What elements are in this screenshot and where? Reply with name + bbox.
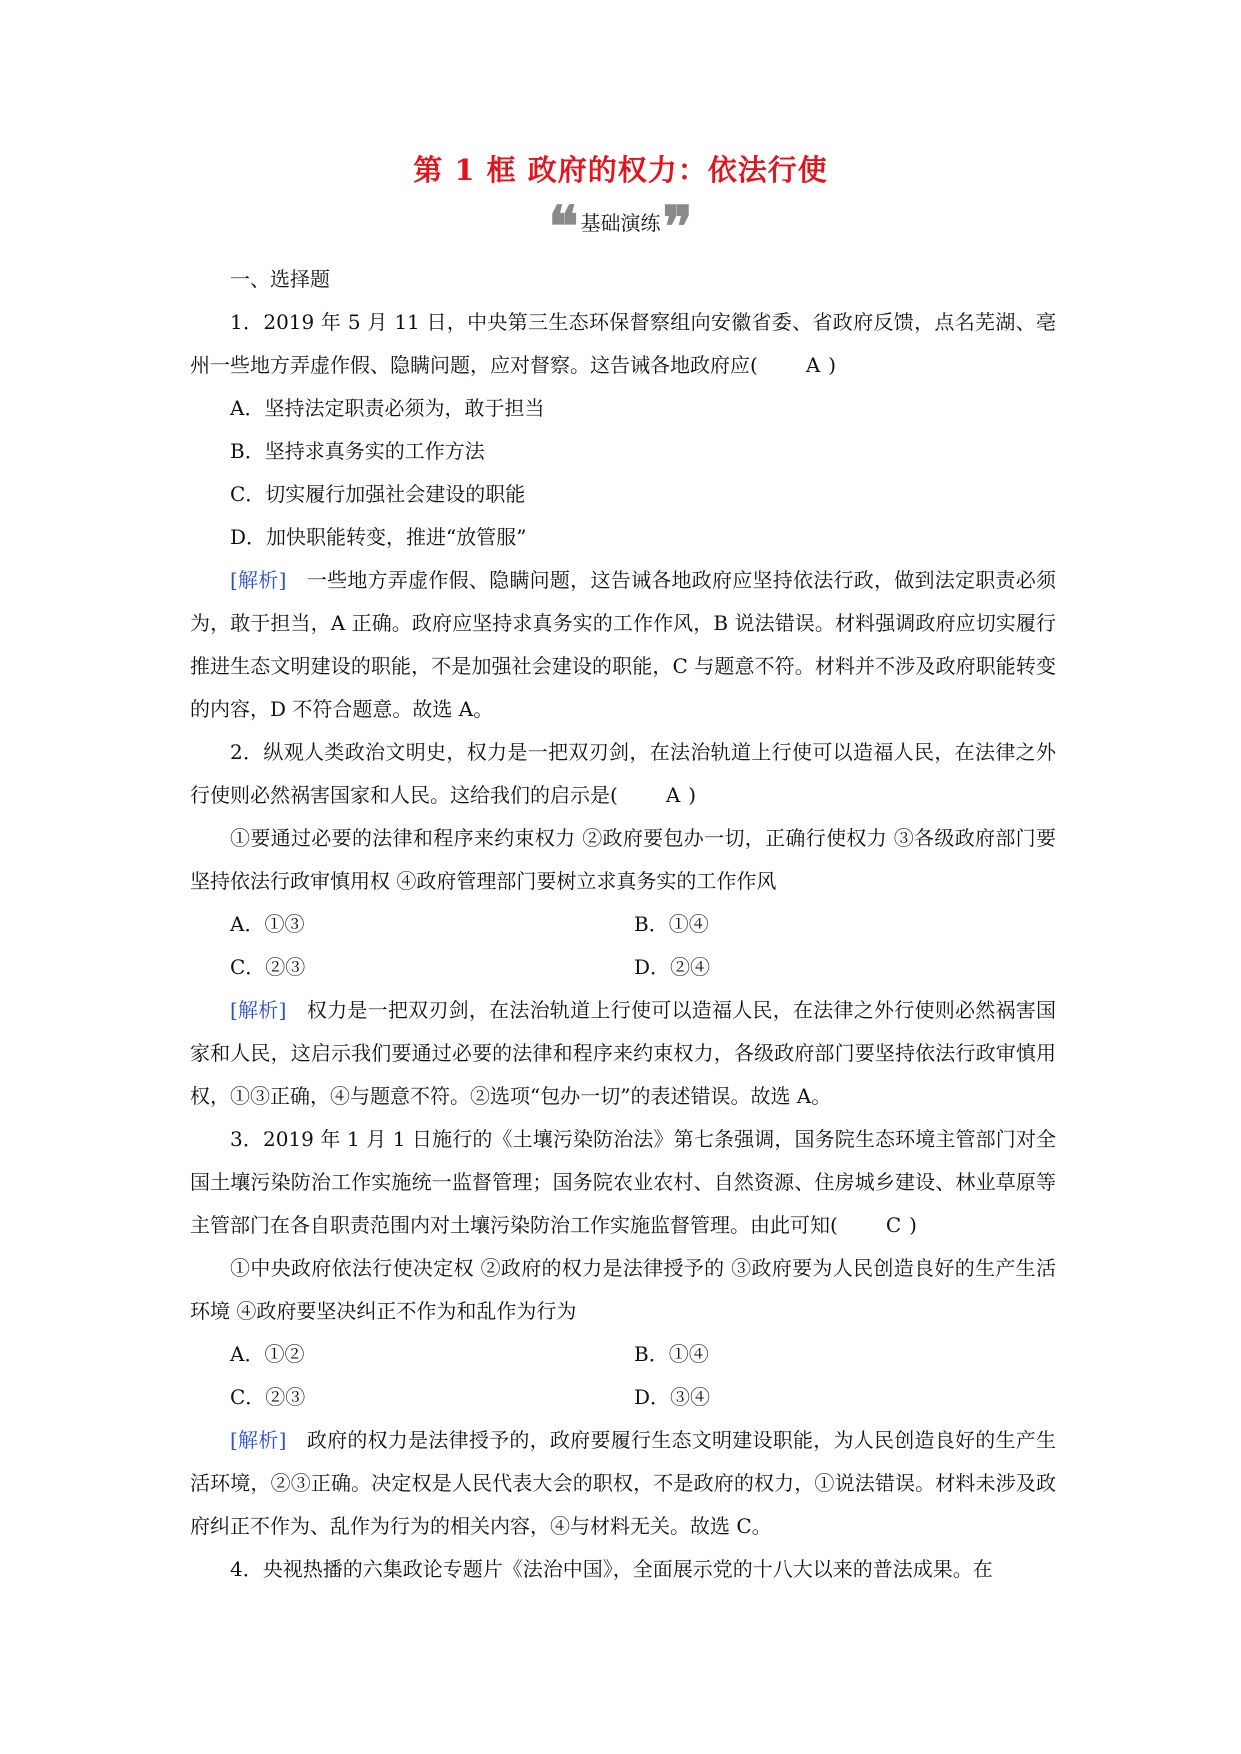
question-2-options-row-1 <box>190 903 1056 946</box>
question-3-option-a: A．①② <box>230 1342 305 1366</box>
badge-label: 基础演练 <box>580 210 661 235</box>
analysis-tag: [解析] <box>230 1428 287 1452</box>
question-3-option-d: D．③④ <box>634 1385 711 1409</box>
open-quote-icon: ❝ <box>548 194 579 260</box>
question-3-statements: ①中央政府依法行使决定权 ②政府的权力是法律授予的 ③政府要为人民创造良好的生产生活环境 ④政府要坚决纠正不作为和乱作为行为 <box>190 1256 1056 1323</box>
section-badge <box>0 194 1241 260</box>
question-1-analysis: [解析] 一些地方弄虚作假、隐瞒问题，这告诫各地政府应坚持依法行政，做到法定职责必须为，敢于担当，A 正确。政府应坚持求真务实的工作作风，B 说法错误。材料强调政府应切实履行推进生态文明建设的职能，不是加强社会建设的职能，C 与题意不符。材料并不涉及政府职能转变的内容，D 不符合题意。故选 A。 <box>190 568 1057 721</box>
question-2-stem: 2．纵观人类政治文明史，权力是一把双刃剑，在法治轨道上行使可以造福人民，在法律之外行使则必然祸害国家和人民。这给我们的启示是( A ) <box>190 731 1056 817</box>
page-title: 第 1 框 政府的权力：依法行使 <box>413 153 828 187</box>
question-4-stem: 4．央视热播的六集政论专题片《法治中国》，全面展示党的十八大以来的普法成果。在 <box>230 1557 993 1581</box>
section-heading: 一、选择题 <box>230 267 330 291</box>
document-body <box>190 258 1056 1591</box>
question-2-option-c: C．②③ <box>230 955 306 979</box>
question-2-option-a: A．①③ <box>230 912 305 936</box>
question-3-option-c: C．②③ <box>230 1385 306 1409</box>
question-2-options-row-2 <box>190 946 1056 989</box>
question-1-option-a: A．坚持法定职责必须为，敢于担当 <box>230 396 545 420</box>
question-1-stem: 1．2019 年 5 月 11 日，中央第三生态环保督察组向安徽省委、省政府反馈，点名芜湖、亳州一些地方弄虚作假、隐瞒问题，应对督察。这告诫各地政府应( A ) <box>190 301 1056 387</box>
question-3-option-b: B．①④ <box>634 1342 709 1366</box>
question-1-option-b: B．坚持求真务实的工作方法 <box>230 439 485 463</box>
question-1-option-d: D．加快职能转变，推进“放管服” <box>230 525 527 549</box>
question-3-options-row-1 <box>190 1333 1056 1376</box>
question-1-option-c: C．切实履行加强社会建设的职能 <box>230 482 526 506</box>
question-2-analysis: [解析] 权力是一把双刃剑，在法治轨道上行使可以造福人民，在法律之外行使则必然祸害国家和人民，这启示我们要通过必要的法律和程序来约束权力，各级政府部门要坚持依法行政审慎用权，①③正确，④与题意不符。②选项“包办一切”的表述错误。故选 A。 <box>190 998 1057 1108</box>
question-2-option-d: D．②④ <box>634 955 711 979</box>
analysis-tag: [解析] <box>230 998 287 1022</box>
analysis-tag: [解析] <box>230 568 287 592</box>
question-1-answer: A <box>805 353 821 377</box>
question-2-statements: ①要通过必要的法律和程序来约束权力 ②政府要包办一切，正确行使权力 ③各级政府部门要坚持依法行政审慎用权 ④政府管理部门要树立求真务实的工作作风 <box>190 826 1056 893</box>
close-quote-icon: ❞ <box>662 194 693 260</box>
question-3-answer: C <box>885 1213 902 1237</box>
question-3-stem: 3．2019 年 1 月 1 日施行的《土壤污染防治法》第七条强调，国务院生态环境主管部门对全国土壤污染防治工作实施统一监督管理；国务院农业农村、自然资源、住房城乡建设、林业草原等主管部门在各自职责范围内对土壤污染防治工作实施监督管理。由此可知( C ) <box>190 1118 1056 1247</box>
question-3-analysis: [解析] 政府的权力是法律授予的，政府要履行生态文明建设职能，为人民创造良好的生产生活环境，②③正确。决定权是人民代表大会的职权，不是政府的权力，①说法错误。材料未涉及政府纠正不作为、乱作为行为的相关内容，④与材料无关。故选 C。 <box>190 1428 1057 1538</box>
question-2-answer: A <box>665 783 681 807</box>
question-3-options-row-2 <box>190 1376 1056 1419</box>
question-2-option-b: B．①④ <box>634 912 709 936</box>
